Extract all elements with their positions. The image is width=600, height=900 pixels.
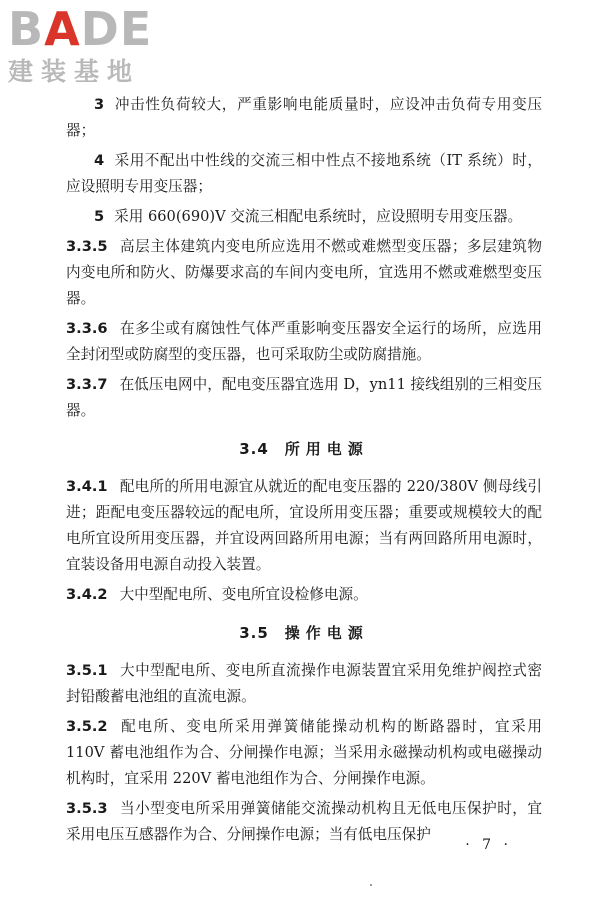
logo-subtitle: 建装基地: [8, 57, 141, 86]
brand-logo: [8, 4, 188, 90]
list-item: 4 采用不配出中性线的交流三相中性点不接地系统（IT 系统）时，应设照明专用变压器；: [66, 152, 542, 195]
clause-3-3-6: 3.3.6 在多尘或有腐蚀性气体严重影响变压器安全运行的场所，应选用全封闭型或防腐型的变压器，也可采取防尘或防腐措施。: [66, 320, 542, 363]
clause-3-4-1: 3.4.1 配电所的所用电源宜从就近的配电变压器的 220/380V 侧母线引进；距配电变压器较远的配电所，宜设所用变压器；重要或规模较大的配电所宜设所用变压器，并宜设两回路所用电源；当有两回路所用电源时，宜装设备用电源自动投入装置。: [66, 478, 542, 573]
clause-3-4-2: 3.4.2 大中型配电所、变电所宜设检修电源。: [66, 586, 368, 603]
clause-3-5-1: 3.5.1 大中型配电所、变电所直流操作电源装置宜采用免维护阀控式密封铅酸蓄电池组的直流电源。: [66, 662, 542, 705]
section-title-3-4: 3.4 所用电源: [239, 440, 369, 458]
logo-wordmark: BADE: [8, 2, 153, 56]
list-item: 5 采用 660(690)V 交流三相配电系统时，应设照明专用变压器。: [94, 208, 523, 225]
clause-3-3-5: 3.3.5 高层主体建筑内变电所应选用不燃或难燃型变压器；多层建筑物内变电所和防火、防爆要求高的车间内变电所，宜选用不燃或难燃型变压器。: [66, 238, 542, 307]
clause-3-5-3: 3.5.3 当小型变电所采用弹簧储能交流操动机构且无低电压保护时，宜采用电压互感器作为合、分闸操作电源；当有低电压保护: [66, 800, 542, 843]
section-title-3-5: 3.5 操作电源: [239, 624, 369, 642]
document-body: [66, 92, 542, 848]
clause-3-3-7: 3.3.7 在低压电网中，配电变压器宜选用 D，yn11 接线组别的三相变压器。: [66, 376, 542, 419]
list-item: 3 冲击性负荷较大，严重影响电能质量时，应设冲击负荷专用变压器；: [66, 96, 542, 139]
page-number: · 7 ·: [465, 837, 512, 853]
clause-3-5-2: 3.5.2 配电所、变电所采用弹簧储能操动机构的断路器时，宜采用 110V 蓄电池组作为合、分闸操作电源；当采用永磁操动机构或电磁操动机构时，宜采用 220V 蓄电池组作为合、分闸操作电源。: [66, 718, 542, 787]
scan-speck: [370, 884, 372, 886]
